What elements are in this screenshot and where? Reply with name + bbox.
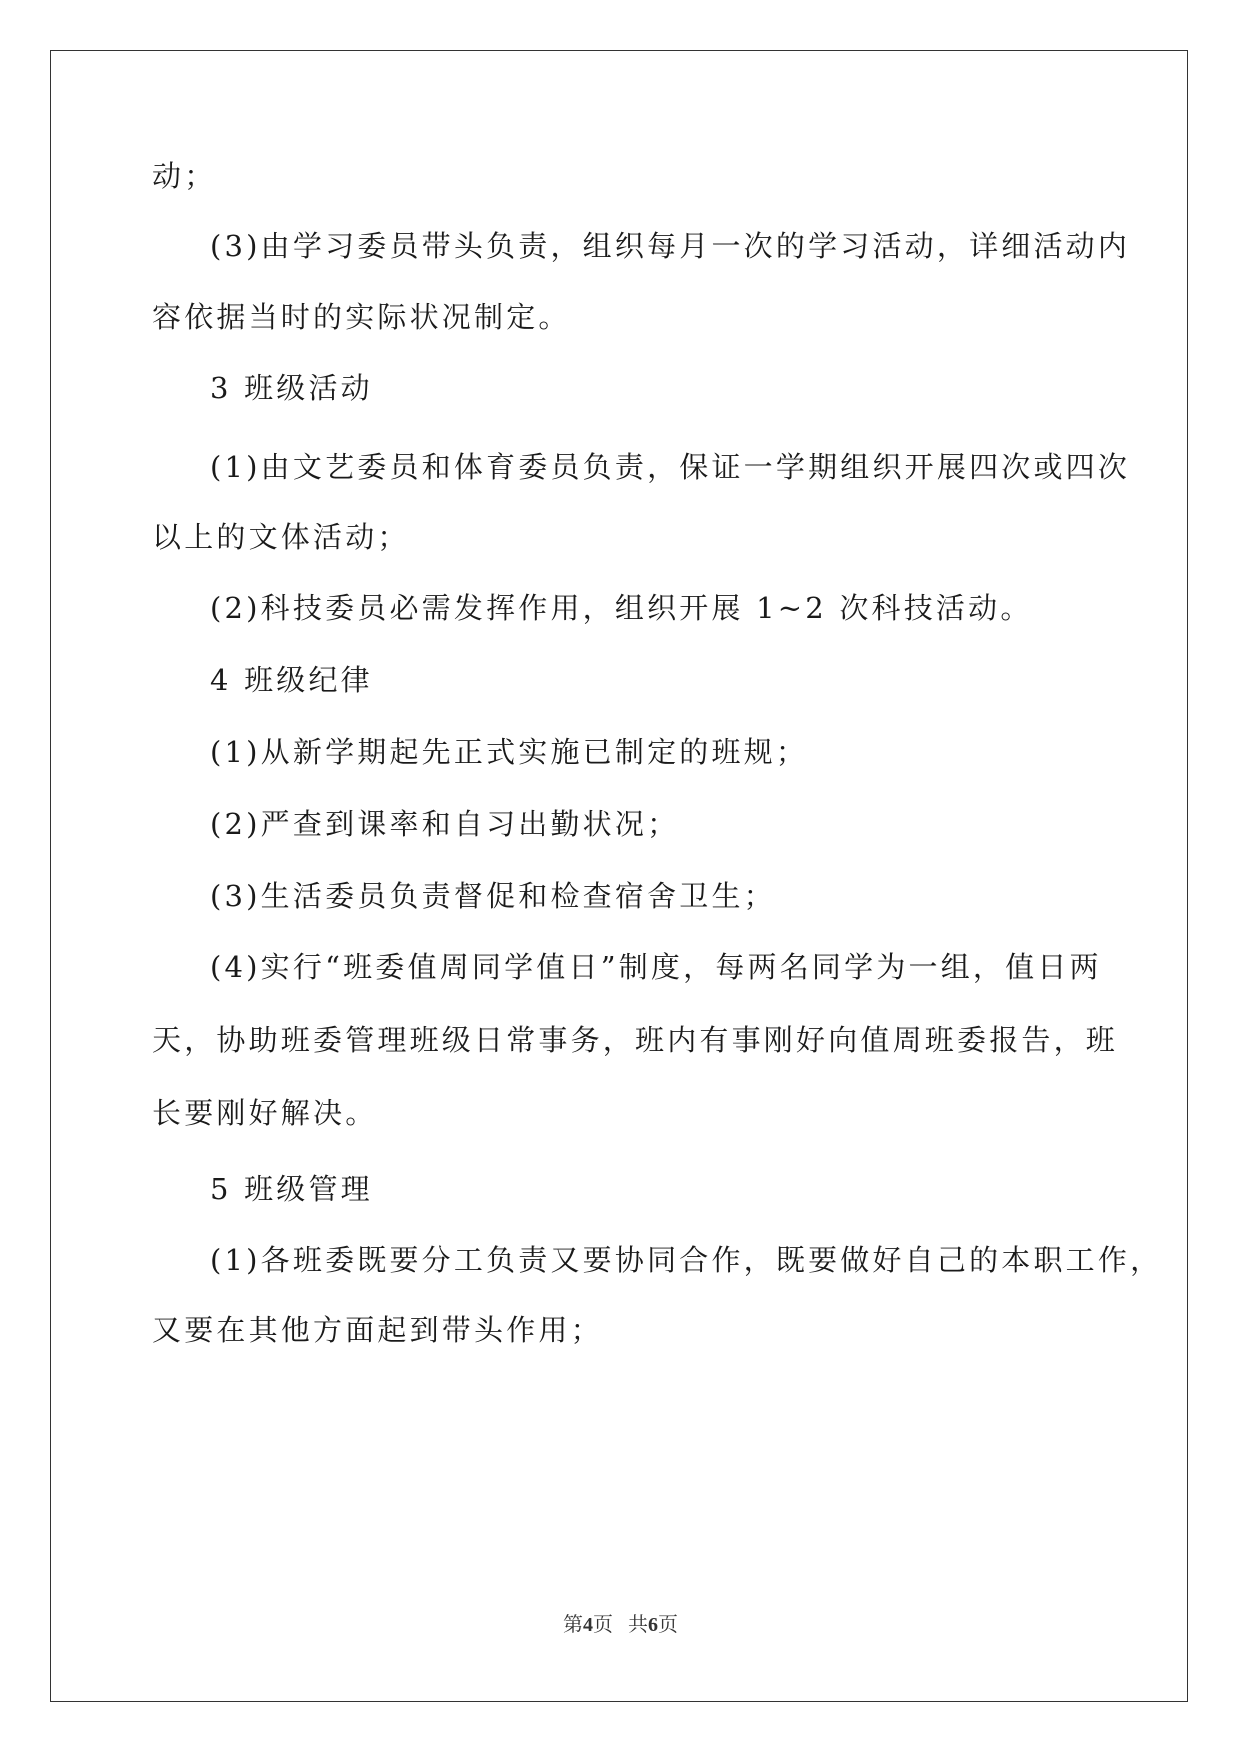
section-heading: 3 班级活动 bbox=[210, 371, 373, 405]
footer-total-suffix: 页 bbox=[658, 1614, 678, 1636]
text-line: (2)科技委员必需发挥作用，组织开展 1~2 次科技活动。 bbox=[210, 591, 1033, 625]
text-line: (4)实行“班委值周同学值日”制度，每两名同学为一组，值日两 bbox=[210, 950, 1102, 984]
text-line: (3)由学习委员带头负责，组织每月一次的学习活动，详细活动内 bbox=[210, 229, 1131, 263]
text-line: (2)严查到课率和自习出勤状况； bbox=[210, 807, 680, 841]
text-line: (1)各班委既要分工负责又要协同合作，既要做好自己的本职工作， bbox=[210, 1243, 1163, 1277]
text-line: 长要刚好解决。 bbox=[152, 1096, 378, 1130]
section-heading: 5 班级管理 bbox=[210, 1172, 373, 1206]
total-pages: 6 bbox=[648, 1614, 658, 1636]
text-line: 又要在其他方面起到带头作用； bbox=[152, 1313, 603, 1347]
text-line: (1)由文艺委员和体育委员负责，保证一学期组织开展四次或四次 bbox=[210, 450, 1131, 484]
section-heading: 4 班级纪律 bbox=[210, 663, 373, 697]
text-line: 容依据当时的实际状况制定。 bbox=[152, 300, 571, 334]
page-number: 4 bbox=[583, 1614, 593, 1636]
text-line: 动； bbox=[152, 159, 217, 193]
footer-prefix: 第 bbox=[563, 1614, 583, 1636]
text-line: 以上的文体活动； bbox=[152, 520, 410, 554]
text-line: 天，协助班委管理班级日常事务，班内有事刚好向值周班委报告，班 bbox=[152, 1023, 1119, 1057]
page-footer bbox=[0, 1608, 1241, 1637]
footer-total-prefix: 共 bbox=[628, 1614, 648, 1636]
text-line: (3)生活委员负责督促和检查宿舍卫生； bbox=[210, 879, 776, 913]
footer-page-suffix: 页 bbox=[593, 1614, 613, 1636]
text-line: (1)从新学期起先正式实施已制定的班规； bbox=[210, 735, 809, 769]
